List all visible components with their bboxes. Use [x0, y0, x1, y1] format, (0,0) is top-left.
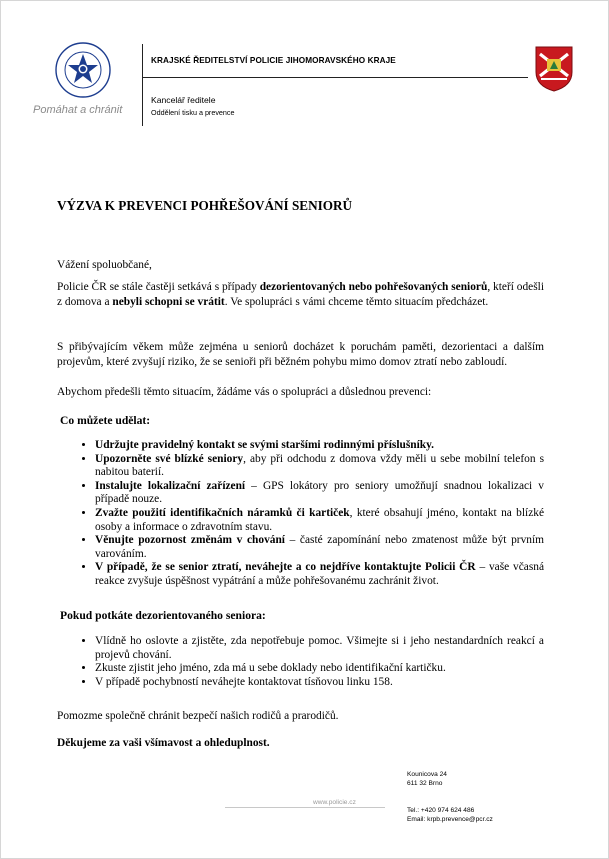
list-item — [95, 507, 544, 534]
list-item-bold: Upozorněte své blízké seniory — [95, 452, 244, 465]
footer-divider — [225, 807, 385, 808]
paragraph-intro-bold: nebyli schopni se vrátit — [112, 295, 225, 308]
list-item-text: – vaše včasná reakce zvyšuje úspěšnost vypátrání a může pohřešovanému zachránit život. — [95, 561, 544, 587]
greeting: Vážení spoluobčané, — [57, 259, 152, 271]
regional-emblem — [535, 46, 573, 92]
header-divider-horizontal — [142, 77, 528, 78]
paragraph-request: Abychom předešli těmto situacím, žádáme vás o spolupráci a důslednou prevenci: — [57, 386, 432, 398]
list-item — [95, 480, 544, 507]
paragraph-intro-part: , kteří odešli z domova a — [57, 281, 544, 308]
document-title: VÝZVA K PREVENCI POHŘEŠOVÁNÍ SENIORŮ — [57, 198, 353, 213]
list-item-text: – GPS lokátory pro seniory umožňují snadnou lokalizaci v případě nouze. — [95, 479, 544, 506]
contact-phone: Tel.: +420 974 624 486 — [407, 807, 475, 814]
list-item — [95, 534, 544, 561]
header-divider-vertical — [142, 44, 143, 126]
paragraph-intro-part: . Ve spolupráci s vámi chceme těmto situacím předcházet. — [224, 295, 489, 308]
list-item — [95, 439, 544, 453]
list-item-bold: Zvažte použití identifikačních náramků či kartiček — [95, 506, 350, 519]
office-name: Kancelář ředitele — [151, 95, 216, 105]
paragraph-intro-part: Policie ČR se stále častěji setkává s případy — [57, 281, 260, 293]
paragraph-intro — [57, 280, 544, 309]
section-disoriented-senior-heading: Pokud potkáte dezorientovaného seniora: — [60, 609, 266, 622]
thanks-line: Děkujeme za vaši všímavost a ohleduplnost. — [57, 737, 270, 749]
list-item-bold: Věnujte pozornost změnám v chování — [95, 534, 285, 547]
department-name: Oddělení tisku a prevence — [151, 108, 235, 117]
list-item-bold: Instalujte lokalizační zařízení — [95, 479, 246, 492]
paragraph-risk: S přibývajícím věkem může zejména u seniorů docházet k poruchám paměti, dezorientaci a dalším projevům, které zvyšují riziko, že se senioři při běžném pohybu mimo domov ztratí nebo zabloudí. — [57, 341, 544, 368]
list-item: • V případě pochybností neváhejte kontaktovat tísňovou linku 158. — [95, 676, 544, 690]
footer-contact — [407, 806, 493, 825]
list-item-text: , aby při odchodu z domova vždy měli u sebe mobilní telefon s nabitou baterií. — [95, 452, 544, 479]
website-link[interactable]: www.policie.cz — [313, 799, 356, 806]
list-item-bold: Udržujte pravidelný kontakt se svými staršími rodinnými příslušníky. — [95, 439, 435, 451]
section-what-you-can-do-heading: Co můžete udělat: — [60, 414, 151, 427]
address-city: 611 32 Brno — [407, 780, 443, 788]
prevention-tips-list — [57, 439, 544, 589]
address-street: Kounicova 24 — [407, 771, 447, 778]
encounter-tips-list — [57, 635, 544, 689]
list-item: • Zkuste zjistit jeho jméno, zda má u sebe doklady nebo identifikační kartičku. — [95, 662, 544, 676]
police-logo — [48, 40, 118, 100]
list-item — [95, 453, 544, 480]
list-item: • Vlídně ho oslovte a zjistěte, zda nepotřebuje pomoc. Všimejte si i jeho nestandardních reakcí a projevů chování. — [95, 635, 544, 662]
list-item-text: , které obsahují jméno, kontakt na blízké osoby a informace o zdravotním stavu. — [95, 506, 544, 533]
paragraph-intro-bold: dezorientovaných nebo pohřešovaných seniorů — [259, 281, 488, 293]
list-item-bold: V případě, že se senior ztratí, neváhejte a co nejdříve kontaktujte Policii ČR — [95, 561, 476, 574]
contact-email[interactable]: Email: krpb.prevence@pcr.cz — [407, 816, 493, 824]
organization-title: KRAJSKÉ ŘEDITELSTVÍ POLICIE JIHOMORAVSKÉHO KRAJE — [151, 56, 396, 65]
slogan: Pomáhat a chránit — [33, 104, 123, 116]
list-item-text: – časté zapomínání nebo zmatenost může být prvním varováním. — [95, 534, 544, 560]
footer-address — [407, 770, 447, 789]
list-item — [95, 561, 544, 588]
closing-line: Pomozme společně chránit bezpečí našich rodičů a prarodičů. — [57, 710, 339, 722]
